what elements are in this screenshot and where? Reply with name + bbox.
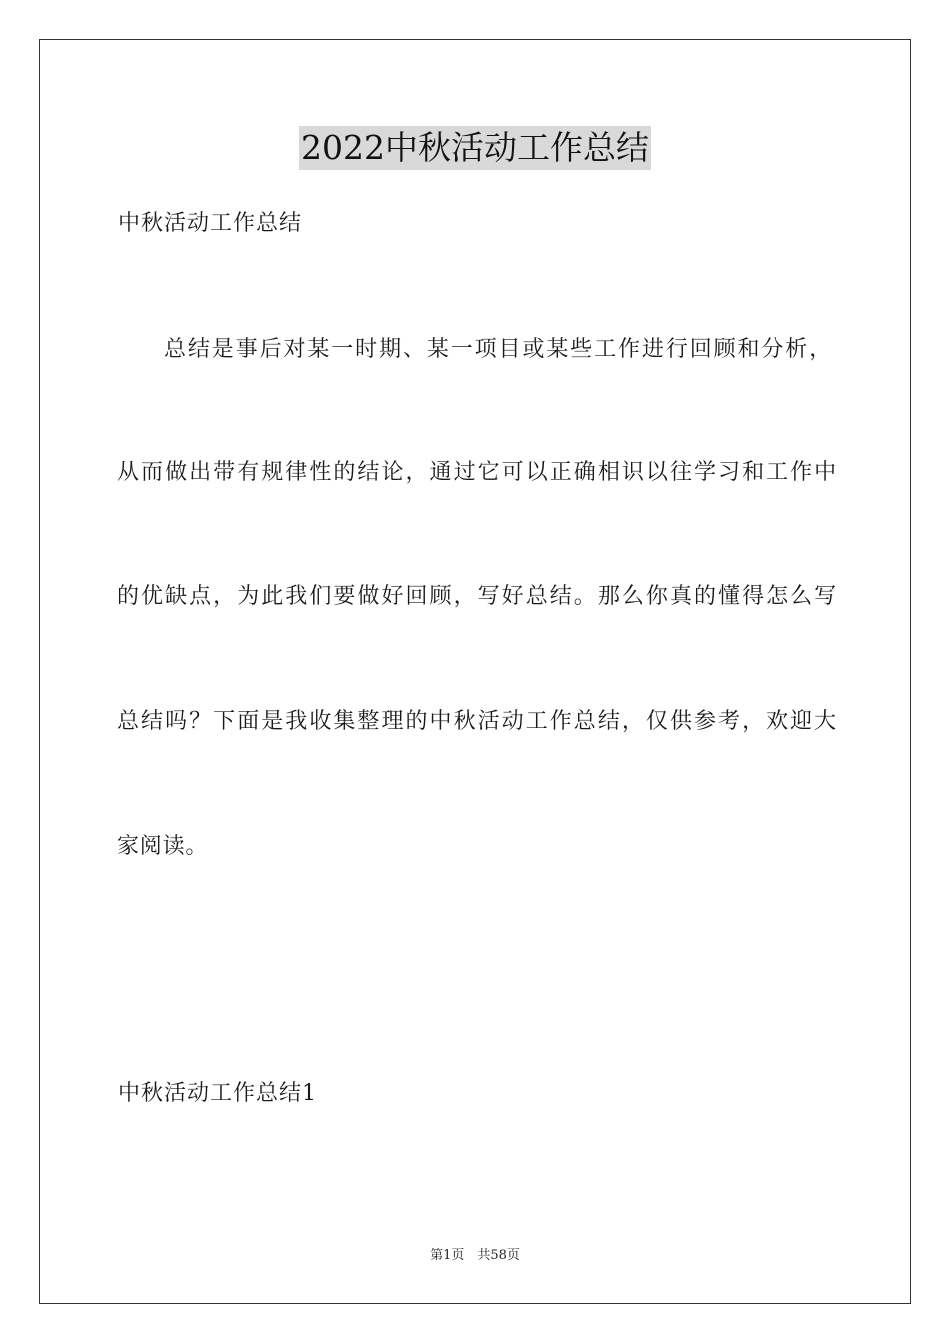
document-title: [0, 126, 950, 176]
intro-line-2: 从而做出带有规律性的结论，通过它可以正确相识以往学习和工作中: [117, 460, 837, 485]
intro-line-3: 的优缺点，为此我们要做好回顾，写好总结。那么你真的懂得怎么写: [117, 584, 837, 609]
page-number-footer: 第1页 共58页: [430, 1248, 520, 1263]
intro-line-5: 家阅读。: [117, 834, 209, 859]
section-heading: 中秋活动工作总结1: [118, 1081, 317, 1106]
document-heading: 中秋活动工作总结: [118, 211, 303, 236]
document-title-text: 2022中秋活动工作总结: [299, 126, 651, 170]
intro-line-4: 总结吗？下面是我收集整理的中秋活动工作总结，仅供参考，欢迎大: [117, 709, 837, 734]
intro-line-1: 总结是事后对某一时期、某一项目或某些工作进行回顾和分析，: [164, 337, 832, 362]
